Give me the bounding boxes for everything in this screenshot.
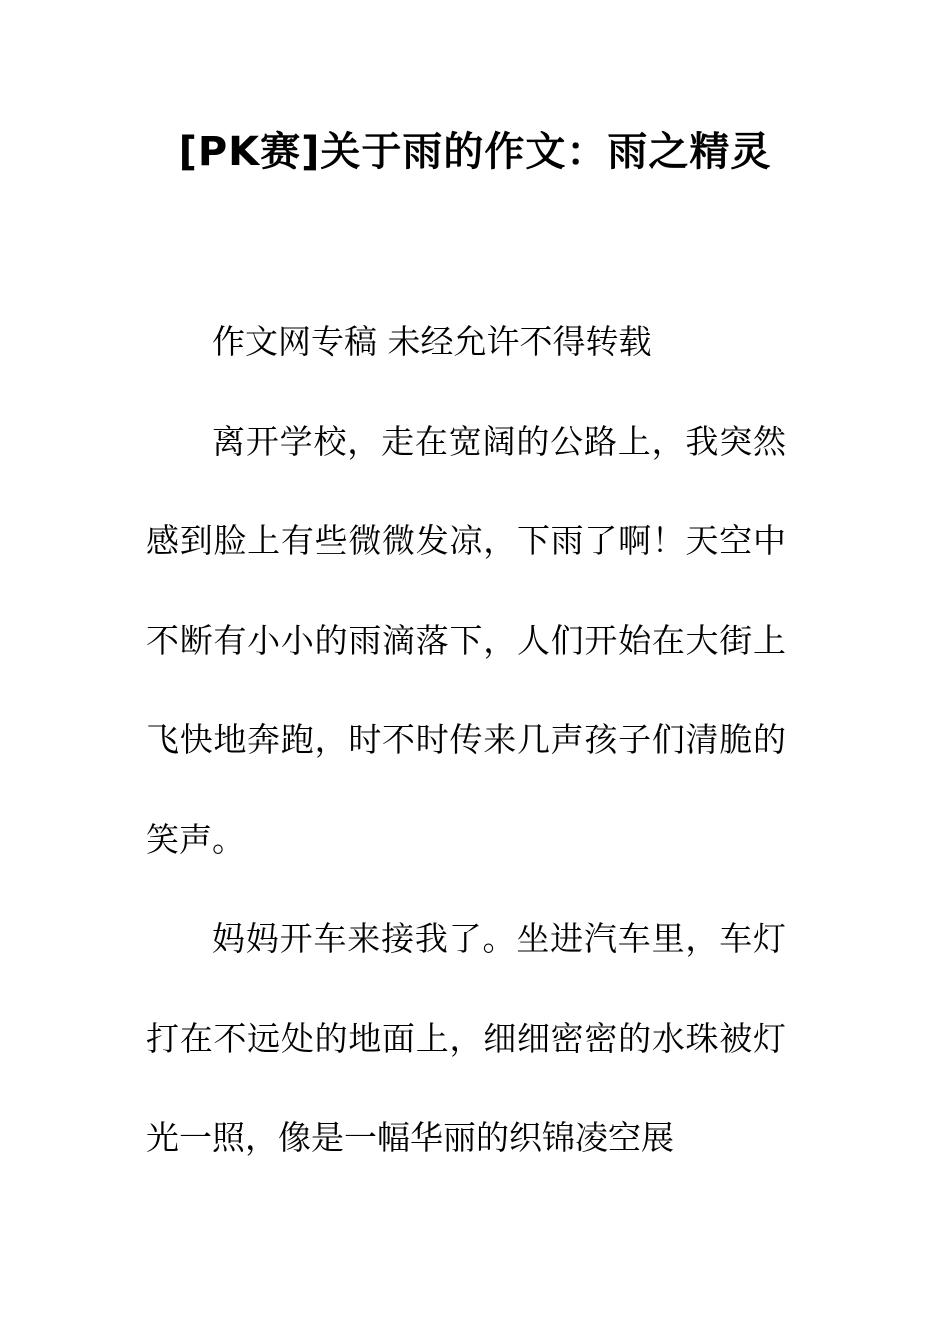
- document-body: [146, 292, 786, 1188]
- paragraph-mom-car: 妈妈开车来接我了。坐进汽车里，车灯打在不远处的地面上，细细密密的水珠被灯光一照，像是一幅华丽的织锦凌空展: [146, 919, 786, 1157]
- paragraph-notice: 作文网专稿 未经允许不得转载: [212, 322, 652, 361]
- paragraph-leaving-school: 离开学校，走在宽阔的公路上，我突然感到脸上有些微微发凉，下雨了啊！天空中不断有小小的雨滴落下，人们开始在大街上飞快地奔跑，时不时传来几声孩子们清脆的笑声。: [146, 421, 786, 859]
- document-title: [PK赛]关于雨的作文：雨之精灵: [178, 129, 772, 175]
